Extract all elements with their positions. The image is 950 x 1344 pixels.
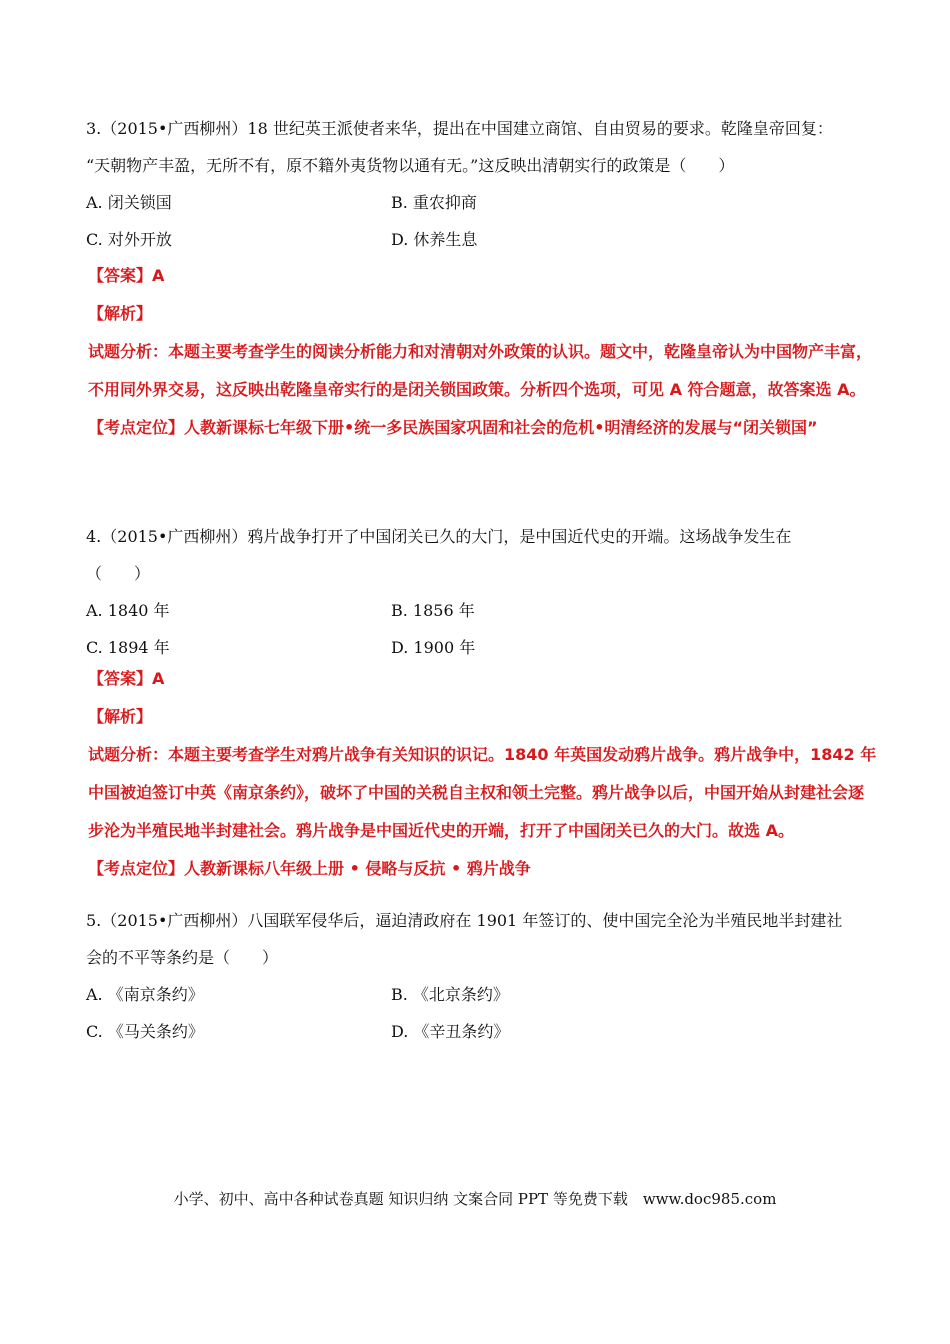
question-3-stem-line-2: “天朝物产丰盈，无所不有，原不籍外夷货物以通有无。”这反映出清朝实行的政策是（ ）	[86, 156, 735, 175]
question-4-answer-block	[88, 660, 878, 888]
analysis-text: 试题分析：本题主要考查学生的阅读分析能力和对清朝对外政策的认识。题文中，乾隆皇帝认为中国物产丰富，不用同外界交易，这反映出乾隆皇帝实行的是闭关锁国政策。分析四个选项，可见 A 符合题意，故答案选 A。	[88, 342, 873, 399]
question-5-stem-line-1: 5.（2015•广西柳州）八国联军侵华后，逼迫清政府在 1901 年签订的、使中国完全沦为半殖民地半封建社	[86, 911, 843, 930]
question-5-options	[86, 976, 876, 1050]
option-b: B. 1856 年	[391, 601, 475, 620]
option-d: D. 1900 年	[391, 638, 476, 657]
option-d: D. 《辛丑条约》	[391, 1022, 510, 1041]
knowledge-point: 【考点定位】人教新课标七年级下册•统一多民族国家巩固和社会的危机•明清经济的发展与“闭关锁国”	[88, 418, 818, 437]
question-4	[86, 518, 876, 666]
question-4-stem-line-2: （ ）	[86, 564, 151, 583]
option-b: B. 重农抑商	[391, 193, 477, 212]
option-c: C. 对外开放	[86, 230, 172, 249]
answer-label: 【答案】A	[88, 266, 165, 285]
question-3-options	[86, 184, 876, 258]
option-a: A. 1840 年	[86, 601, 170, 620]
question-5	[86, 902, 876, 1050]
question-4-stem-line-1: 4.（2015•广西柳州）鸦片战争打开了中国闭关已久的大门，是中国近代史的开端。这场战争发生在	[86, 527, 792, 546]
question-3	[86, 110, 876, 258]
question-5-stem-line-2: 会的不平等条约是（ ）	[86, 948, 279, 967]
knowledge-point: 【考点定位】人教新课标八年级上册 • 侵略与反抗 • 鸦片战争	[88, 859, 531, 878]
option-c: C. 1894 年	[86, 638, 170, 657]
option-b: B. 《北京条约》	[391, 985, 509, 1004]
question-3-stem-line-1: 3.（2015•广西柳州）18 世纪英王派使者来华，提出在中国建立商馆、自由贸易的要求。乾隆皇帝回复：	[86, 119, 833, 138]
analysis-label: 【解析】	[88, 304, 153, 323]
option-d: D. 休养生息	[391, 230, 478, 249]
option-a: A. 《南京条约》	[86, 985, 204, 1004]
option-c: C. 《马关条约》	[86, 1022, 204, 1041]
option-a: A. 闭关锁国	[86, 193, 172, 212]
analysis-text: 试题分析：本题主要考查学生对鸦片战争有关知识的识记。1840 年英国发动鸦片战争。鸦片战争中，1842 年中国被迫签订中英《南京条约》，破坏了中国的关税自主权和领土完整。鸦片战争以后，中国开始从封建社会逐步沦为半殖民地半封建社会。鸦片战争是中国近代史的开端，打开了中国闭关已久的大门。故选 A。	[88, 745, 877, 840]
page-footer: 小学、初中、高中各种试卷真题 知识归纳 文案合同 PPT 等免费下载 www.doc985.com	[173, 1190, 777, 1208]
question-3-answer-block	[88, 257, 878, 447]
analysis-label: 【解析】	[88, 707, 153, 726]
question-4-options	[86, 592, 876, 666]
answer-label: 【答案】A	[88, 669, 165, 688]
